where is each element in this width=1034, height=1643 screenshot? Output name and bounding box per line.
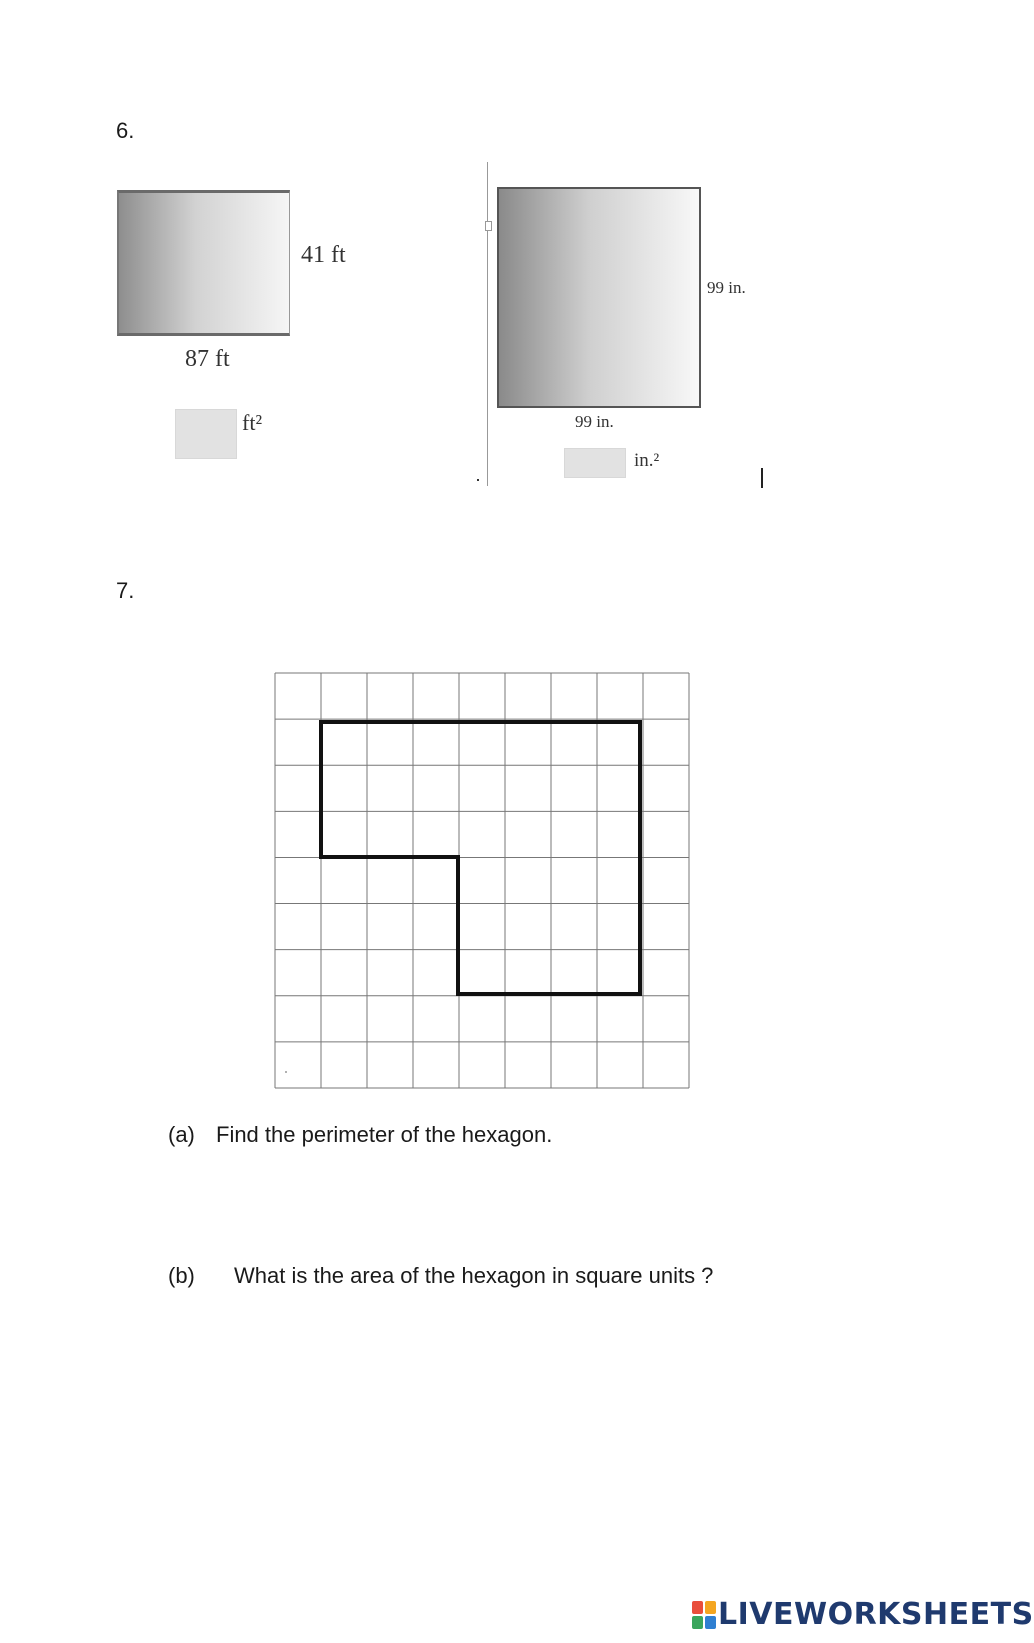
- area-answer-input-2[interactable]: [564, 448, 626, 478]
- liveworksheets-logo-icon: [692, 1600, 718, 1630]
- area-answer-input-1[interactable]: [175, 409, 237, 459]
- divider-handle: [485, 221, 492, 231]
- part-b-text: What is the area of the hexagon in square units ?: [234, 1263, 714, 1288]
- liveworksheets-brand-text: LIVEWORKSHEETS: [718, 1597, 1034, 1632]
- rectangle-figure-1: [117, 190, 290, 336]
- square-figure-2: [497, 187, 701, 408]
- part-a-label: (a): [168, 1122, 195, 1147]
- rectangle-1-width-label: 87 ft: [185, 346, 230, 372]
- divider-line: [487, 162, 488, 486]
- dot-mark: [477, 479, 479, 481]
- rectangle-1-height-label: 41 ft: [301, 242, 346, 268]
- part-a-text: Find the perimeter of the hexagon.: [216, 1122, 553, 1147]
- part-b-label: (b): [168, 1263, 195, 1288]
- square-2-width-label: 99 in.: [575, 412, 614, 431]
- text-cursor-mark: [761, 468, 763, 488]
- liveworksheets-logo: [692, 1597, 1034, 1632]
- question-7-number: 7.: [116, 578, 135, 603]
- grid-dot: [285, 1071, 287, 1073]
- grid-hexagon-figure: [274, 672, 690, 1089]
- hexagon-outline: [321, 722, 640, 994]
- unit-label-ft-squared: ft²: [242, 410, 263, 435]
- question-6-number: 6.: [116, 118, 135, 143]
- unit-label-in-squared: in.²: [634, 450, 660, 471]
- square-2-height-label: 99 in.: [707, 278, 746, 297]
